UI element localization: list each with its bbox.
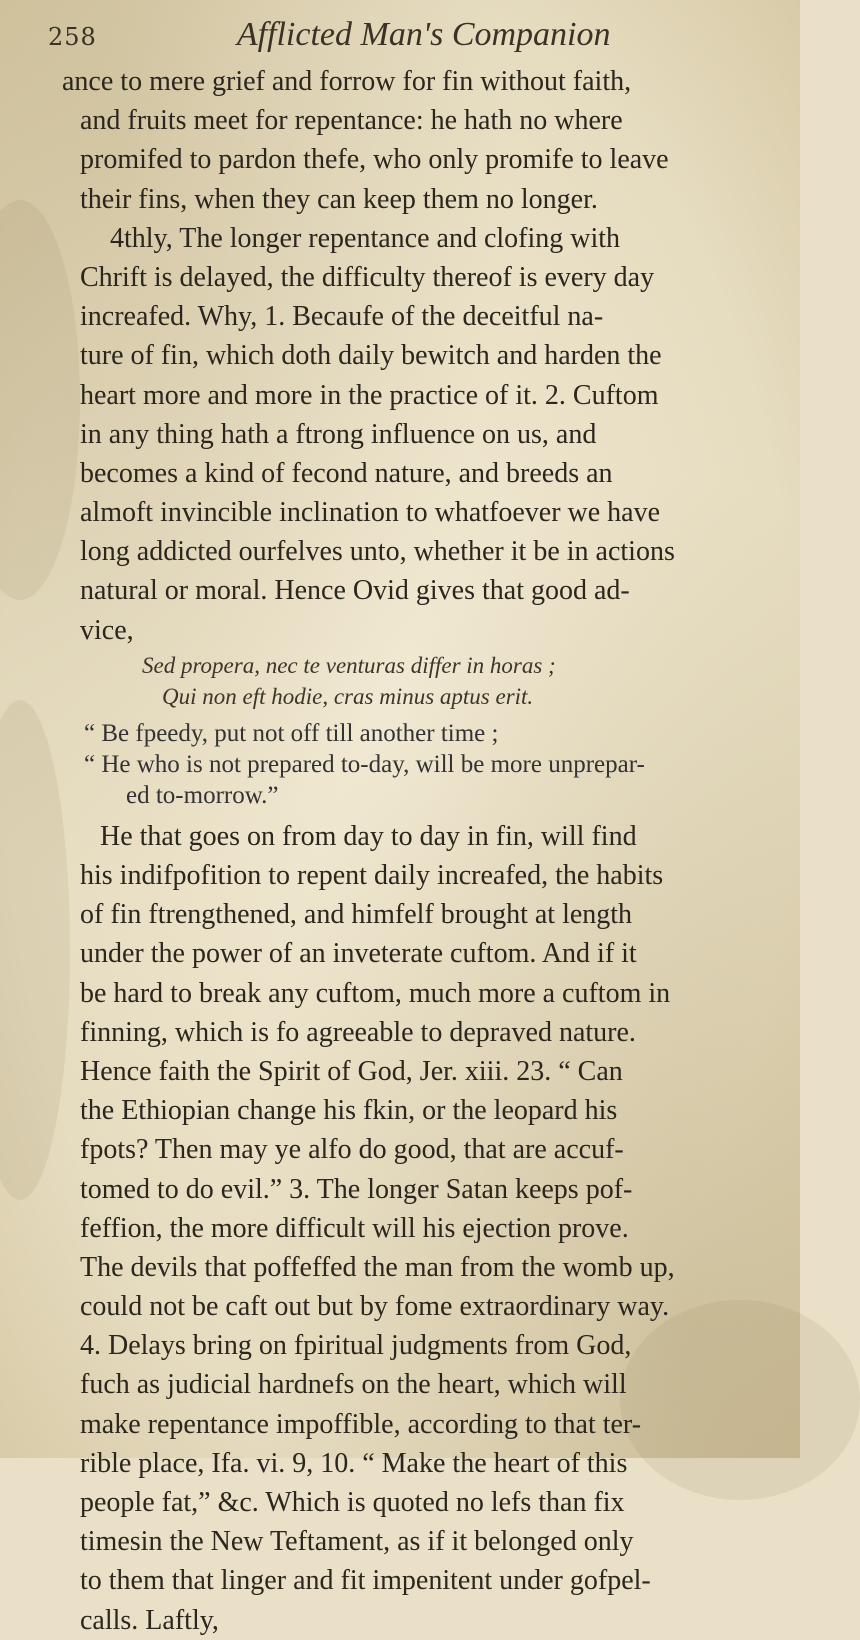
- text-line: could not be caft out but by fome extraordinary way.: [80, 1291, 670, 1323]
- text-line: to them that linger and fit impenitent under gofpel-: [80, 1565, 651, 1597]
- text-line: rible place, Ifa. vi. 9, 10. “ Make the heart of this: [80, 1447, 628, 1479]
- quote-line: “ Be fpeedy, put not off till another time ;: [84, 719, 499, 747]
- text-line: promifed to pardon thefe, who only promife to leave: [80, 144, 669, 176]
- text-line: the Ethiopian change his fkin, or the leopard his: [80, 1095, 618, 1127]
- text-line: increafed. Why, 1. Becaufe of the deceitful na-: [80, 301, 604, 333]
- text-line: Hence faith the Spirit of God, Jer. xiii. 23. “ Can: [80, 1055, 623, 1087]
- text-line: calls. Laftly,: [80, 1604, 219, 1636]
- text-line: The devils that poffeffed the man from the womb up,: [80, 1251, 675, 1283]
- page-body: [62, 62, 770, 1640]
- page-header: [48, 16, 760, 56]
- text-line: natural or moral. Hence Ovid gives that good ad-: [80, 575, 630, 607]
- text-line: fuch as judicial hardnefs on the heart, which will: [80, 1369, 627, 1401]
- text-line: finning, which is fo agreeable to depraved nature.: [80, 1016, 636, 1048]
- text-line: ance to mere grief and forrow for fin without faith,: [62, 66, 632, 97]
- text-line: their fins, when they can keep them no longer.: [80, 183, 598, 215]
- text-line: feffion, the more difficult will his ejection prove.: [80, 1212, 629, 1244]
- text-line: becomes a kind of fecond nature, and breeds an: [80, 457, 613, 489]
- text-line: under the power of an inveterate cuftom. And if it: [80, 938, 637, 970]
- text-line: He that goes on from day to day in fin, will find: [100, 820, 637, 852]
- text-line: in any thing hath a ftrong influence on us, and: [80, 418, 597, 450]
- text-line: tomed to do evil.” 3. The longer Satan keeps pof-: [80, 1173, 633, 1205]
- quote-line: ed to-morrow.”: [126, 781, 279, 809]
- quote-line: “ He who is not prepared to-day, will be more unprepar-: [84, 750, 645, 778]
- latin-verse-line: Qui non eft hodie, cras minus aptus erit.: [162, 683, 534, 709]
- page-number: 258: [48, 23, 97, 51]
- text-line: of fin ftrengthened, and himfelf brought at length: [80, 899, 633, 931]
- text-line: and fruits meet for repentance: he hath no where: [80, 105, 623, 137]
- text-line: vice,: [80, 614, 134, 646]
- text-line: Chrift is delayed, the difficulty thereof is every day: [80, 261, 655, 293]
- text-line: 4. Delays bring on fpiritual judgments from God,: [80, 1330, 632, 1362]
- text-line: his indifpofition to repent daily increafed, the habits: [80, 860, 664, 891]
- text-line: ture of fin, which doth daily bewitch and harden the: [80, 340, 662, 372]
- paper-stain: [0, 700, 70, 1200]
- text-line: make repentance impoffible, according to that ter-: [80, 1408, 642, 1440]
- text-line: fpots? Then may ye alfo do good, that are accuf-: [80, 1134, 624, 1166]
- text-line: timesin the New Teftament, as if it belonged only: [80, 1526, 634, 1558]
- running-title: Afflicted Man's Companion: [236, 16, 611, 53]
- latin-verse-line: Sed propera, nec te venturas differ in horas ;: [142, 652, 556, 678]
- text-line: heart more and more in the practice of it. 2. Cuftom: [80, 379, 659, 411]
- text-line: be hard to break any cuftom, much more a cuftom in: [80, 977, 671, 1009]
- text-line: people fat,” &c. Which is quoted no lefs than fix: [80, 1487, 625, 1518]
- text-line: almoft invincible inclination to whatfoever we have: [80, 497, 661, 529]
- text-line: long addicted ourfelves unto, whether it be in actions: [80, 536, 675, 568]
- text-line: 4thly, The longer repentance and clofing with: [110, 222, 621, 254]
